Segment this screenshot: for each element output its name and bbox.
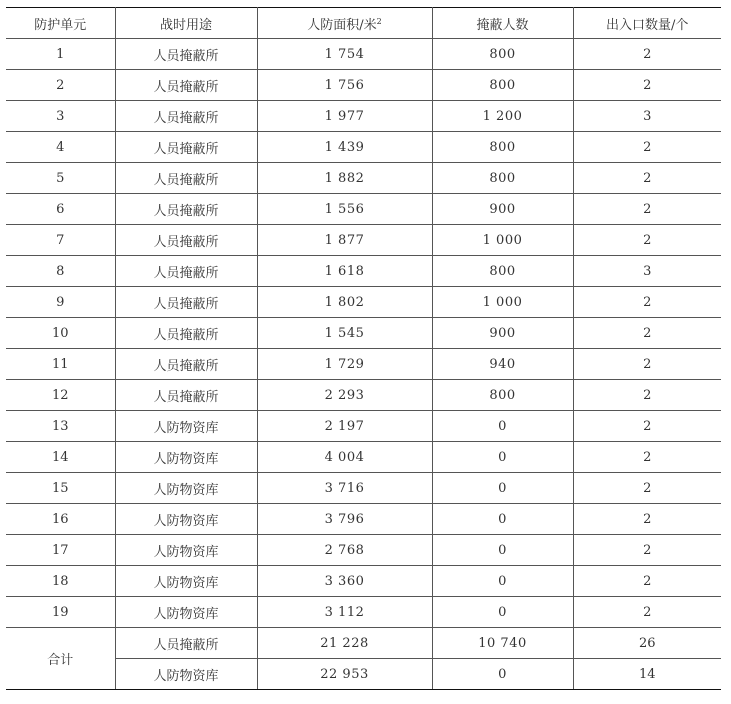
cell-use: 人员掩蔽所: [115, 318, 257, 349]
cell-people: 0: [432, 566, 573, 597]
cell-use: 人员掩蔽所: [115, 256, 257, 287]
table-row: [6, 318, 721, 349]
cell-unit: 2: [6, 70, 115, 101]
cell-area: 2 768: [257, 535, 432, 566]
table-row: [6, 504, 721, 535]
cell-area: 1 618: [257, 256, 432, 287]
total-area: 21 228: [257, 628, 432, 659]
table-row: [6, 101, 721, 132]
total-row: [6, 628, 721, 659]
header-exits: 出入口数量/个: [573, 8, 721, 39]
cell-use: 人防物资库: [115, 473, 257, 504]
cell-unit: 13: [6, 411, 115, 442]
cell-unit: 11: [6, 349, 115, 380]
cell-use: 人防物资库: [115, 597, 257, 628]
cell-people: 1 200: [432, 101, 573, 132]
cell-use: 人员掩蔽所: [115, 287, 257, 318]
cell-area: 1 802: [257, 287, 432, 318]
total-exits: 14: [573, 659, 721, 690]
cell-exits: 2: [573, 411, 721, 442]
cell-people: 900: [432, 318, 573, 349]
cell-use: 人员掩蔽所: [115, 163, 257, 194]
cell-people: 800: [432, 70, 573, 101]
table-row: [6, 132, 721, 163]
total-people: 10 740: [432, 628, 573, 659]
cell-people: 800: [432, 39, 573, 70]
table-row: [6, 442, 721, 473]
cell-use: 人员掩蔽所: [115, 349, 257, 380]
cell-exits: 2: [573, 597, 721, 628]
cell-exits: 2: [573, 504, 721, 535]
cell-unit: 15: [6, 473, 115, 504]
header-area: [257, 8, 432, 39]
cell-unit: 19: [6, 597, 115, 628]
cell-exits: 2: [573, 473, 721, 504]
cell-people: 0: [432, 473, 573, 504]
header-row: [6, 8, 721, 39]
cell-use: 人员掩蔽所: [115, 132, 257, 163]
cell-unit: 6: [6, 194, 115, 225]
cell-area: 1 754: [257, 39, 432, 70]
cell-area: 2 197: [257, 411, 432, 442]
cell-use: 人防物资库: [115, 566, 257, 597]
cell-area: 1 729: [257, 349, 432, 380]
cell-exits: 2: [573, 442, 721, 473]
cell-people: 0: [432, 411, 573, 442]
cell-area: 3 796: [257, 504, 432, 535]
header-use: 战时用途: [115, 8, 257, 39]
total-label: 合计: [6, 628, 115, 690]
cell-area: 1 545: [257, 318, 432, 349]
cell-exits: 2: [573, 194, 721, 225]
cell-unit: 4: [6, 132, 115, 163]
table-body: [6, 39, 721, 690]
cell-unit: 10: [6, 318, 115, 349]
cell-people: 800: [432, 256, 573, 287]
cell-people: 0: [432, 597, 573, 628]
cell-exits: 2: [573, 163, 721, 194]
cell-area: 3 716: [257, 473, 432, 504]
cell-use: 人员掩蔽所: [115, 194, 257, 225]
cell-people: 0: [432, 535, 573, 566]
header-unit: 防护单元: [6, 8, 115, 39]
table-header: [6, 8, 721, 39]
cell-people: 0: [432, 504, 573, 535]
cell-use: 人员掩蔽所: [115, 225, 257, 256]
civil-defense-table: [6, 7, 721, 690]
table-row: [6, 163, 721, 194]
table-row: [6, 597, 721, 628]
cell-exits: 2: [573, 380, 721, 411]
cell-exits: 2: [573, 318, 721, 349]
cell-area: 1 882: [257, 163, 432, 194]
cell-use: 人员掩蔽所: [115, 70, 257, 101]
cell-unit: 9: [6, 287, 115, 318]
table-row: [6, 225, 721, 256]
table-row: [6, 473, 721, 504]
cell-unit: 5: [6, 163, 115, 194]
table-row: [6, 256, 721, 287]
cell-unit: 16: [6, 504, 115, 535]
cell-people: 1 000: [432, 287, 573, 318]
cell-exits: 2: [573, 132, 721, 163]
cell-unit: 3: [6, 101, 115, 132]
total-exits: 26: [573, 628, 721, 659]
cell-area: 1 756: [257, 70, 432, 101]
cell-use: 人防物资库: [115, 504, 257, 535]
cell-people: 800: [432, 132, 573, 163]
cell-exits: 3: [573, 256, 721, 287]
cell-exits: 2: [573, 70, 721, 101]
total-people: 0: [432, 659, 573, 690]
cell-area: 1 877: [257, 225, 432, 256]
cell-area: 2 293: [257, 380, 432, 411]
cell-exits: 2: [573, 225, 721, 256]
table-row: [6, 535, 721, 566]
table-row: [6, 70, 721, 101]
cell-exits: 2: [573, 39, 721, 70]
header-area-text: 人防面积/米: [307, 17, 377, 33]
cell-unit: 14: [6, 442, 115, 473]
cell-use: 人员掩蔽所: [115, 380, 257, 411]
cell-unit: 17: [6, 535, 115, 566]
cell-area: 1 556: [257, 194, 432, 225]
cell-area: 4 004: [257, 442, 432, 473]
table-row: [6, 380, 721, 411]
total-area: 22 953: [257, 659, 432, 690]
total-use: 人员掩蔽所: [115, 628, 257, 659]
cell-area: 1 977: [257, 101, 432, 132]
cell-people: 800: [432, 163, 573, 194]
table-row: [6, 566, 721, 597]
cell-area: 3 360: [257, 566, 432, 597]
table-row: [6, 39, 721, 70]
table-row: [6, 194, 721, 225]
cell-exits: 3: [573, 101, 721, 132]
cell-use: 人员掩蔽所: [115, 39, 257, 70]
cell-unit: 12: [6, 380, 115, 411]
cell-people: 800: [432, 380, 573, 411]
cell-use: 人防物资库: [115, 442, 257, 473]
cell-people: 900: [432, 194, 573, 225]
cell-people: 0: [432, 442, 573, 473]
cell-unit: 18: [6, 566, 115, 597]
cell-exits: 2: [573, 349, 721, 380]
table-row: [6, 349, 721, 380]
cell-exits: 2: [573, 287, 721, 318]
header-people: 掩蔽人数: [432, 8, 573, 39]
cell-unit: 1: [6, 39, 115, 70]
cell-exits: 2: [573, 535, 721, 566]
cell-exits: 2: [573, 566, 721, 597]
cell-use: 人防物资库: [115, 411, 257, 442]
cell-use: 人防物资库: [115, 535, 257, 566]
cell-unit: 8: [6, 256, 115, 287]
cell-people: 1 000: [432, 225, 573, 256]
cell-people: 940: [432, 349, 573, 380]
table-row: [6, 411, 721, 442]
cell-area: 1 439: [257, 132, 432, 163]
cell-use: 人员掩蔽所: [115, 101, 257, 132]
cell-unit: 7: [6, 225, 115, 256]
cell-area: 3 112: [257, 597, 432, 628]
table-row: [6, 287, 721, 318]
total-use: 人防物资库: [115, 659, 257, 690]
header-area-superscript: 2: [376, 16, 382, 26]
